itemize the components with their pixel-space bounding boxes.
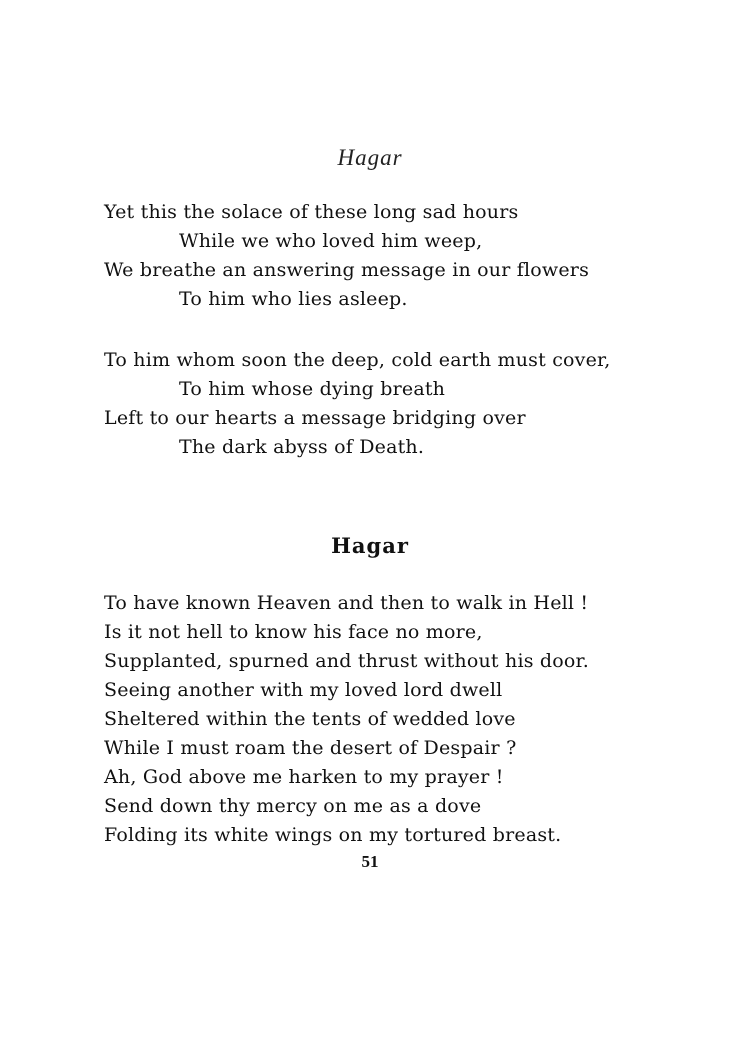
verse-line: To him who lies asleep. <box>179 288 408 310</box>
verse-line: Supplanted, spurned and thrust without his door. <box>104 650 589 672</box>
page-number: 51 <box>361 852 379 871</box>
verse-line: To him whom soon the deep, cold earth must cover, <box>104 349 611 371</box>
verse-line: To him whose dying breath <box>179 378 446 400</box>
verse-line: Sheltered within the tents of wedded love <box>104 708 516 730</box>
verse-line: Yet this the solace of these long sad hours <box>104 201 519 223</box>
running-head: Hagar <box>337 145 403 170</box>
stanza-1 <box>104 198 704 314</box>
verse-line: Left to our hearts a message bridging over <box>104 407 526 429</box>
verse-line: Folding its white wings on my tortured breast. <box>104 824 562 846</box>
poem-2-body <box>104 589 704 850</box>
poem-title: Hagar <box>331 533 409 558</box>
verse-line: Is it not hell to know his face no more, <box>104 621 483 643</box>
verse-line: The dark abyss of Death. <box>179 436 425 458</box>
verse-line: While I must roam the desert of Despair ? <box>104 737 517 759</box>
verse-line: Seeing another with my loved lord dwell <box>104 679 503 701</box>
verse-line: Send down thy mercy on me as a dove <box>104 795 482 817</box>
verse-line: We breathe an answering message in our flowers <box>104 259 590 281</box>
verse-line: Ah, God above me harken to my prayer ! <box>104 766 504 788</box>
verse-line: To have known Heaven and then to walk in Hell ! <box>104 592 589 614</box>
stanza-2 <box>104 346 704 462</box>
verse-line: While we who loved him weep, <box>179 230 483 252</box>
